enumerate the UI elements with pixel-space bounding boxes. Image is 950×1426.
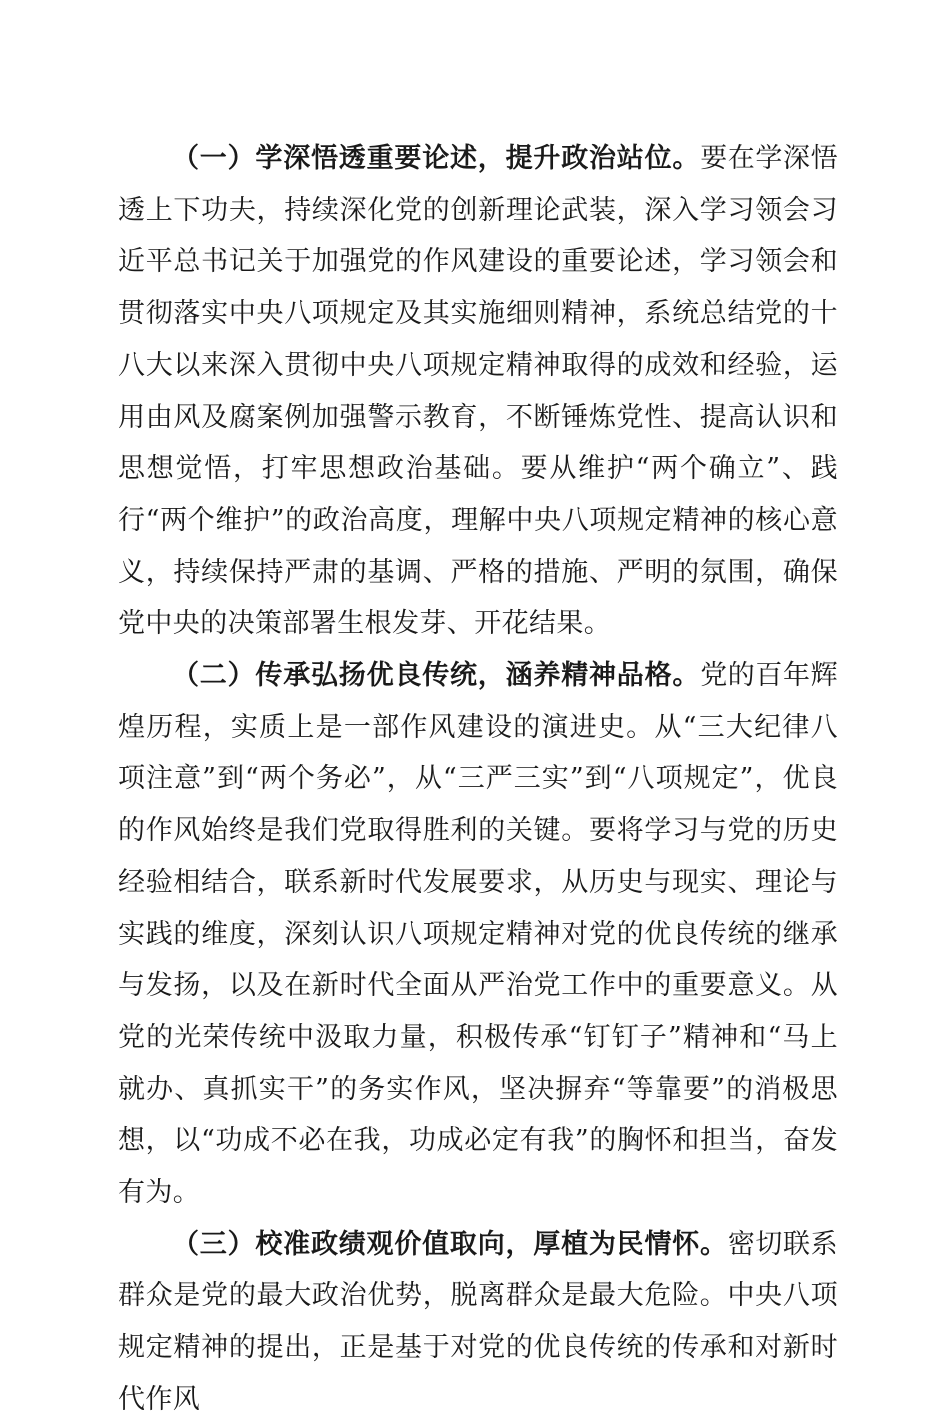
paragraph-3-heading: （三）校准政绩观价值取向，厚植为民情怀。 bbox=[172, 1228, 728, 1260]
paragraph-2 bbox=[118, 650, 838, 1219]
paragraph-3-text: 密切联系群众是党的最大政治优势，脱离群众是最大危险。中央八项规定精神的提出，正是基于对党的优良传统的传承和对新时代作风 bbox=[118, 1228, 839, 1415]
paragraph-1 bbox=[118, 133, 838, 650]
paragraph-3 bbox=[118, 1219, 838, 1426]
document-body bbox=[118, 133, 838, 1426]
paragraph-2-heading: （二）传承弘扬优良传统，涵养精神品格。 bbox=[172, 660, 701, 692]
paragraph-1-heading: （一）学深悟透重要论述，提升政治站位。 bbox=[172, 143, 701, 174]
paragraph-2-text: 党的百年辉煌历程，实质上是一部作风建设的演进史。从“三大纪律八项注意”到“两个务必”，从“三严三实”到“八项规定”，优良的作风始终是我们党取得胜利的关键。要将学习与党的历史经验相结合，联系新时代发展要求，从历史与现实、理论与实践的维度，深刻认识八项规定精神对党的优良传统的继承与发扬，以及在新时代全面从严治党工作中的重要意义。从党的光荣传统中汲取力量，积极传承“钉钉子”精神和“马上就办、真抓实干”的务实作风，坚决摒弃“等靠要”的消极思想，以“功成不必在我，功成必定有我”的胸怀和担当，奋发有为。 bbox=[118, 660, 839, 1209]
paragraph-1-text: 要在学深悟透上下功夫，持续深化党的创新理论武装，深入学习领会习近平总书记关于加强党的作风建设的重要论述，学习领会和贯彻落实中央八项规定及其实施细则精神，系统总结党的十八大以来深入贯彻中央八项规定精神取得的成效和经验，运用由风及腐案例加强警示教育，不断锤炼党性、提高认识和思想觉悟，打牢思想政治基础。要从维护“两个确立”、践行“两个维护”的政治高度，理解中央八项规定精神的核心意义，持续保持严肃的基调、严格的措施、严明的氛围，确保党中央的决策部署生根发芽、开花结果。 bbox=[118, 143, 839, 640]
